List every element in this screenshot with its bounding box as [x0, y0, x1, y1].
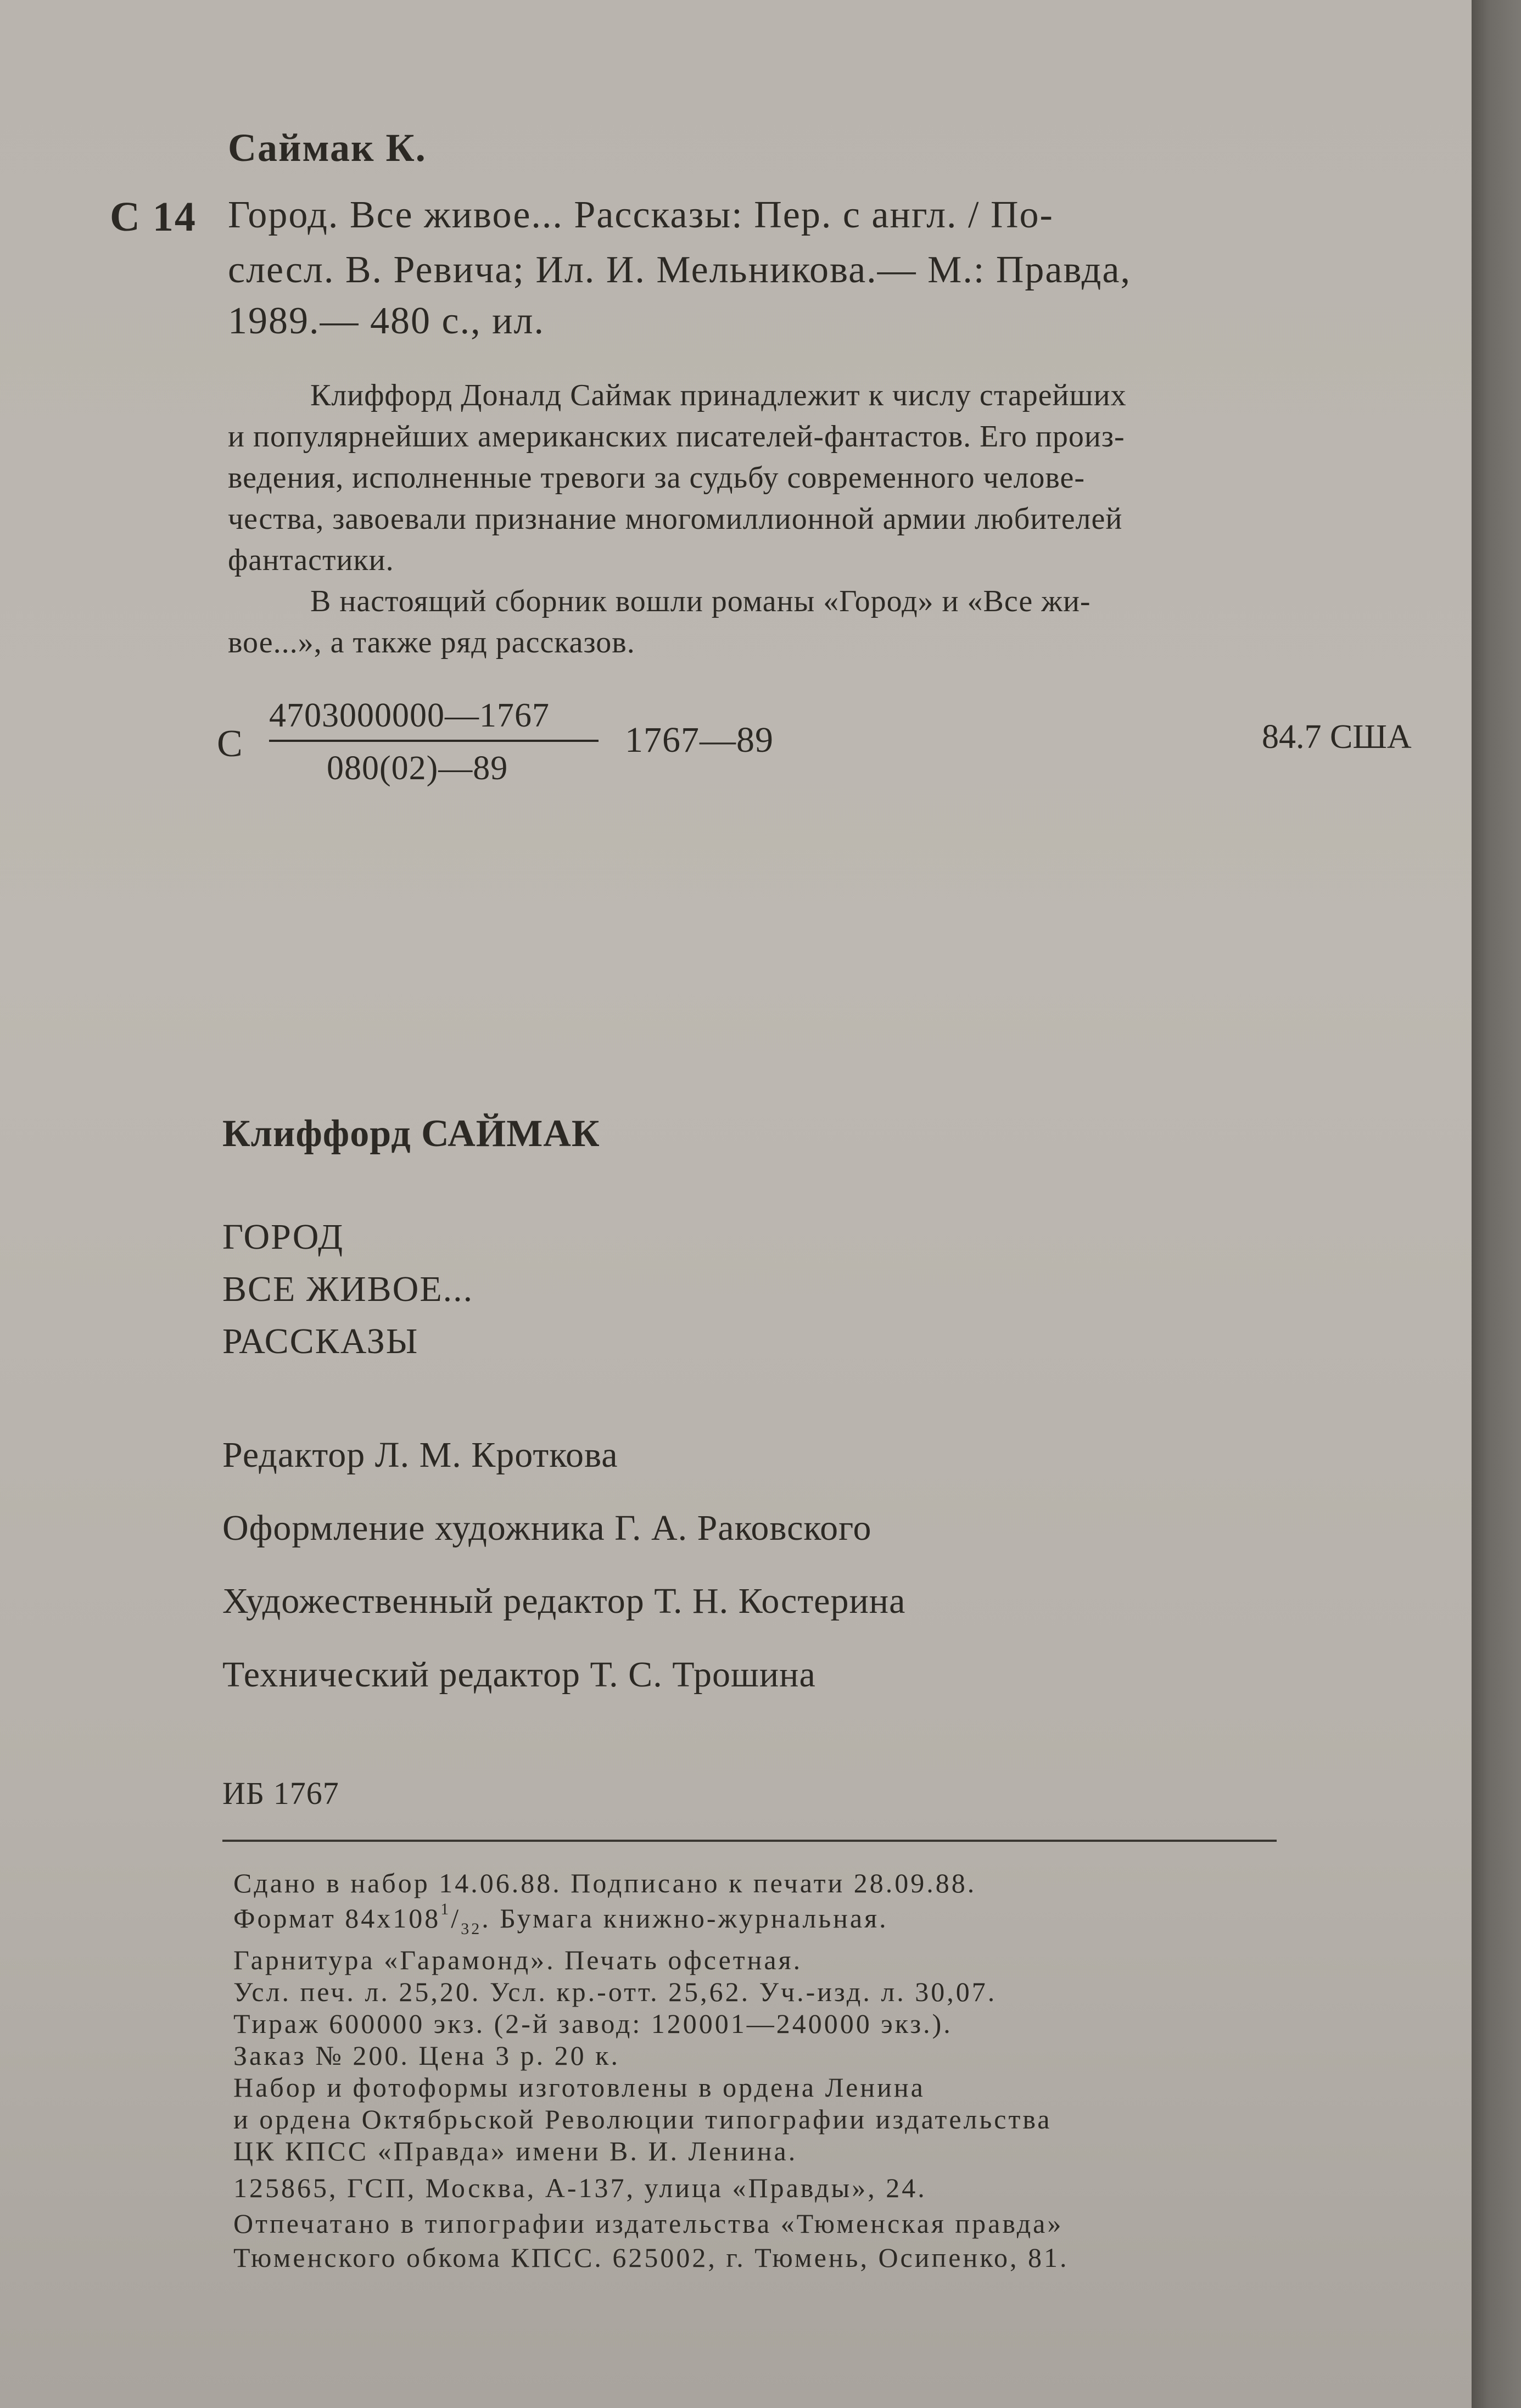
format-prefix: Формат 84х108 — [233, 1903, 441, 1934]
colophon-author: Клиффорд САЙМАК — [222, 1113, 600, 1155]
imprint-line: 125865, ГСП, Москва, А-137, улица «Правды», 24. — [233, 2172, 927, 2203]
catalog-author-heading: Саймак К. — [228, 126, 427, 170]
colophon-title: ВСЕ ЖИВОЕ... — [222, 1269, 474, 1309]
credit-line: Оформление художника Г. А. Раковского — [222, 1508, 872, 1548]
isbn-fraction-denominator: 080(02)—89 — [327, 750, 508, 787]
ib-number: ИБ 1767 — [222, 1775, 339, 1811]
format-slash: / — [451, 1903, 461, 1934]
isbn-fraction-numerator: 4703000000—1767 — [269, 697, 550, 734]
format-suffix: . Бумага книжно-журнальная. — [482, 1903, 888, 1934]
colophon-title: ГОРОД — [222, 1217, 344, 1257]
imprint-line: и ордена Октябрьской Революции типографии издательства — [233, 2104, 1052, 2135]
imprint-line: Тираж 600000 экз. (2-й завод: 120001—240000 экз.). — [233, 2008, 953, 2039]
class-code: С 14 — [110, 194, 197, 240]
isbn-letter: С — [217, 723, 243, 765]
imprint-divider — [222, 1840, 1277, 1842]
format-sub: 32 — [461, 1920, 482, 1938]
credit-line: Технический редактор Т. С. Трошина — [222, 1655, 816, 1695]
description-line: Город. Все живое... Рассказы: Пер. с англ. / По- — [228, 194, 1054, 236]
book-edge — [1472, 0, 1521, 2408]
imprint-line: Отпечатано в типографии издательства «Тюменская правда» — [233, 2208, 1064, 2239]
description-line: 1989.— 480 с., ил. — [228, 300, 545, 342]
imprint-line: Гарнитура «Гарамонд». Печать офсетная. — [233, 1945, 803, 1975]
annotation-line: Клиффорд Доналд Саймак принадлежит к числу старейших — [310, 378, 1127, 412]
annotation-line: фантастики. — [228, 543, 394, 577]
description-line: слесл. В. Ревича; Ил. И. Мельникова.— М.: Правда, — [228, 249, 1131, 291]
imprint-format-line — [233, 1900, 888, 1938]
imprint-line: ЦК КПСС «Правда» имени В. И. Ленина. — [233, 2136, 798, 2166]
annotation-line: вое...», а также ряд рассказов. — [228, 625, 635, 660]
imprint-line: Заказ № 200. Цена 3 р. 20 к. — [233, 2040, 620, 2071]
imprint-line: Тюменского обкома КПСС. 625002, г. Тюмень, Осипенко, 81. — [233, 2242, 1069, 2273]
annotation-line: ведения, исполненные тревоги за судьбу современного челове- — [228, 461, 1086, 495]
annotation-line: чества, завоевали признание многомиллионной армии любителей — [228, 502, 1123, 536]
imprint-line: Усл. печ. л. 25,20. Усл. кр.-отт. 25,62. Уч.-изд. л. 30,07. — [233, 1976, 997, 2007]
imprint-line: Набор и фотоформы изготовлены в ордена Ленина — [233, 2072, 925, 2103]
imprint-line: Сдано в набор 14.06.88. Подписано к печати 28.09.88. — [233, 1868, 977, 1898]
format-sup: 1 — [440, 1900, 451, 1918]
annotation-line: и популярнейших американских писателей-фантастов. Его произ- — [228, 420, 1125, 454]
credit-line: Редактор Л. М. Кроткова — [222, 1435, 618, 1475]
fraction-line — [269, 740, 599, 742]
isbn-suffix: 1767—89 — [625, 720, 774, 760]
colophon-title: РАССКАЗЫ — [222, 1321, 419, 1361]
bbk-code: 84.7 США — [1262, 718, 1412, 756]
annotation-line: В настоящий сборник вошли романы «Город» и «Все жи- — [310, 584, 1091, 618]
credit-line: Художественный редактор Т. Н. Костерина — [222, 1581, 906, 1621]
